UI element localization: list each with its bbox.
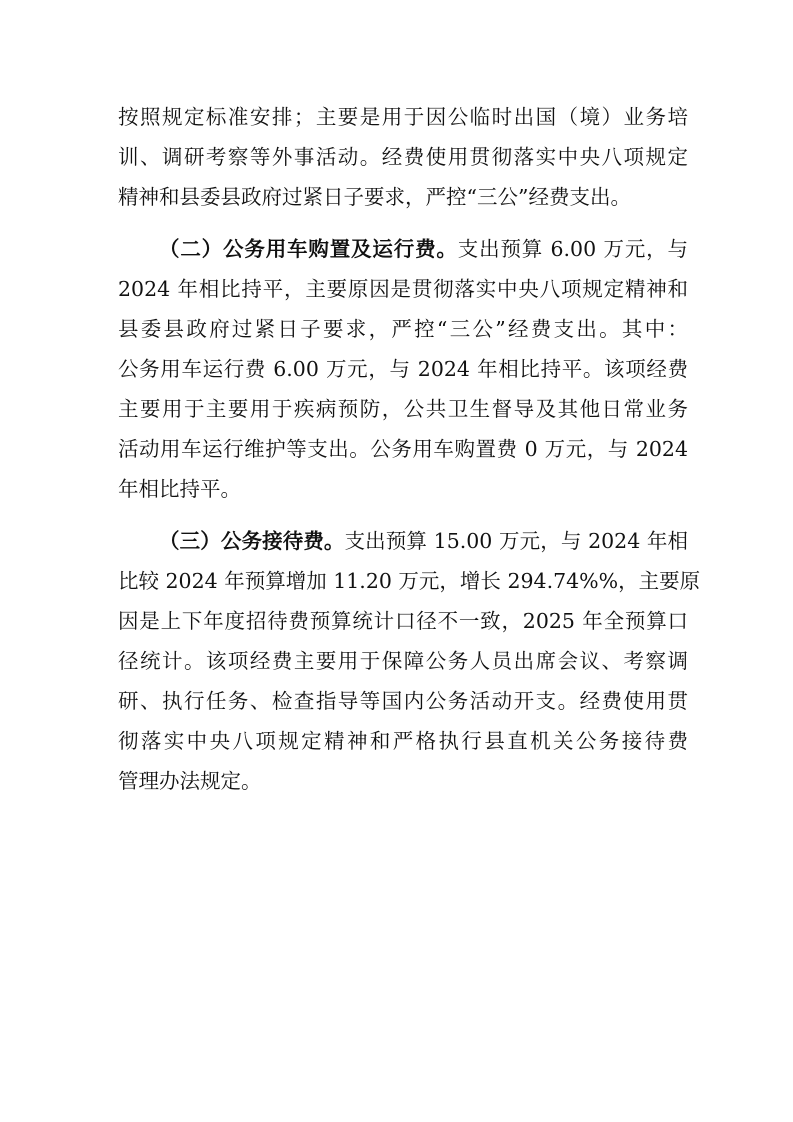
text-line	[118, 521, 688, 561]
text-line: 精神和县委县政府过紧日子要求，严控“三公”经费支出。	[118, 185, 631, 209]
text-line	[118, 229, 688, 269]
text-line: 2024 年相比持平，主要原因是贯彻落实中央八项规定精神和	[118, 277, 688, 301]
text-line: 研、执行任务、检查指导等国内公务活动开支。经费使用贯	[118, 689, 688, 713]
text-line: 管理办法规定。	[118, 769, 262, 793]
section-heading: （二）公务用车购置及运行费。	[159, 237, 458, 261]
paragraph-reception-costs	[118, 521, 701, 801]
text-line: 县委县政府过紧日子要求，严控“三公”经费支出。其中：	[118, 317, 688, 341]
text-line: 彻落实中央八项规定精神和严格执行县直机关公务接待费	[118, 729, 688, 753]
section-heading: （三）公务接待费。	[159, 529, 345, 553]
text-line: 公务用车运行费 6.00 万元，与 2024 年相比持平。该项经费	[118, 357, 688, 381]
text-line: 训、调研考察等外事活动。经费使用贯彻落实中央八项规定	[118, 145, 688, 169]
text-line: 年相比持平。	[118, 477, 241, 501]
heading-line-rest: 支出预算 15.00 万元，与 2024 年相	[344, 529, 688, 553]
text-line: 按照规定标准安排；主要是用于因公临时出国（境）业务培	[118, 105, 688, 129]
paragraph-travel-abroad	[118, 97, 688, 217]
heading-line-rest: 支出预算 6.00 万元，与	[457, 237, 688, 261]
document-page	[118, 97, 701, 801]
text-line: 主要用于主要用于疾病预防，公共卫生督导及其他日常业务	[118, 397, 688, 421]
text-line: 活动用车运行维护等支出。公务用车购置费 0 万元，与 2024	[118, 437, 688, 461]
text-line: 径统计。该项经费主要用于保障公务人员出席会议、考察调	[118, 649, 688, 673]
paragraph-vehicle-costs	[118, 229, 688, 509]
text-line: 因是上下年度招待费预算统计口径不一致，2025 年全预算口	[118, 609, 688, 633]
text-line: 比较 2024 年预算增加 11.20 万元，增长 294.74%%，主要原	[118, 569, 701, 593]
